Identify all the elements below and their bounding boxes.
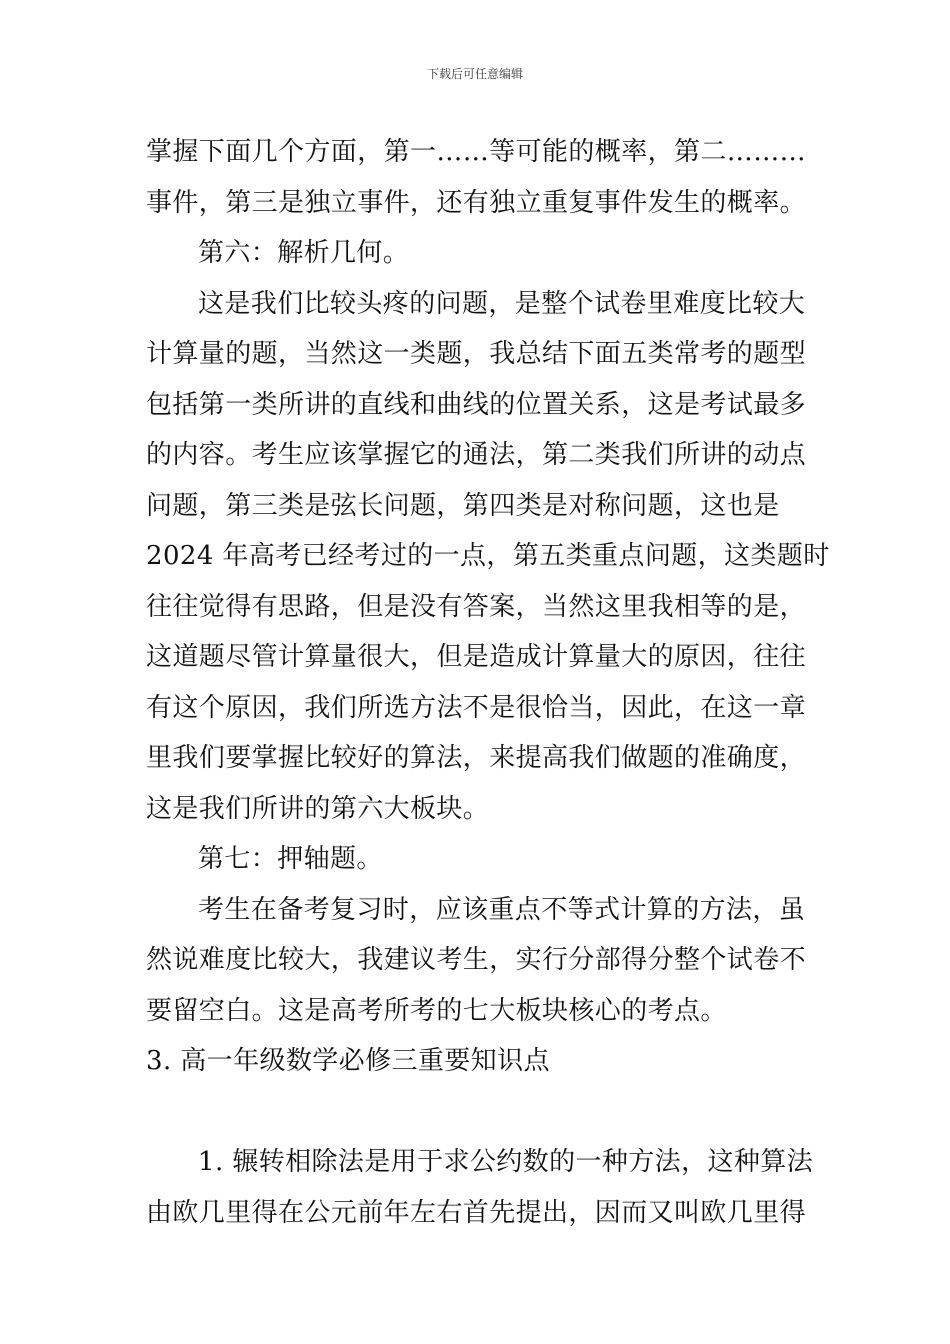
text-line: 往往觉得有思路，但是没有答案，当然这里我相等的是， [146, 591, 807, 622]
text-line: 掌握下面几个方面，第一……等可能的概率，第二……… [146, 137, 807, 167]
text-line: 里我们要掌握比较好的算法，来提高我们做题的准确度， [146, 743, 807, 773]
text-line: 这是我们比较头疼的问题，是整个试卷里难度比较大 [198, 288, 806, 319]
text-line: 然说难度比较大，我建议考生，实行分部得分整个试卷不 [146, 945, 807, 975]
section-heading-6: 第六：解析几何。 [198, 238, 410, 268]
text-line: 2024 年高考已经考过的一点，第五类重点问题，这类题时 [146, 541, 830, 571]
text-line: 由欧几里得在公元前年左右首先提出，因而又叫欧几里得 [146, 1197, 807, 1228]
text-line: 事件，第三是独立事件，还有独立重复事件发生的概率。 [146, 187, 807, 218]
text-line: 的内容。考生应该掌握它的通法，第二类我们所讲的动点 [146, 440, 807, 470]
section-heading-7: 第七：押轴题。 [198, 844, 383, 874]
text-line: 有这个原因，我们所选方法不是很恰当，因此，在这一章 [146, 692, 807, 723]
text-line: 这道题尽管计算量很大，但是造成计算量大的原因，往往 [146, 642, 807, 672]
text-line: 考生在备考复习时，应该重点不等式计算的方法，虽 [198, 894, 806, 925]
page-header: 下载后可任意编辑 [426, 67, 523, 81]
blank-line [146, 1087, 810, 1138]
text-line: 要留空白。这是高考所考的七大板块核心的考点。 [146, 995, 727, 1026]
text-line: 问题，第三类是弦长问题，第四类是对称问题，这也是 [146, 490, 780, 521]
text-line: 1. 辗转相除法是用于求公约数的一种方法，这种算法 [198, 1147, 814, 1177]
text-line: 计算量的题，当然这一类题，我总结下面五类常考的题型 [146, 339, 807, 369]
text-line: 包括第一类所讲的直线和曲线的位置关系，这是考试最多 [146, 389, 807, 420]
text-line: 这是我们所讲的第六大板块。 [146, 793, 490, 824]
document-body [146, 127, 830, 1238]
section-title-3: 3. 高一年级数学必修三重要知识点 [146, 1046, 550, 1076]
